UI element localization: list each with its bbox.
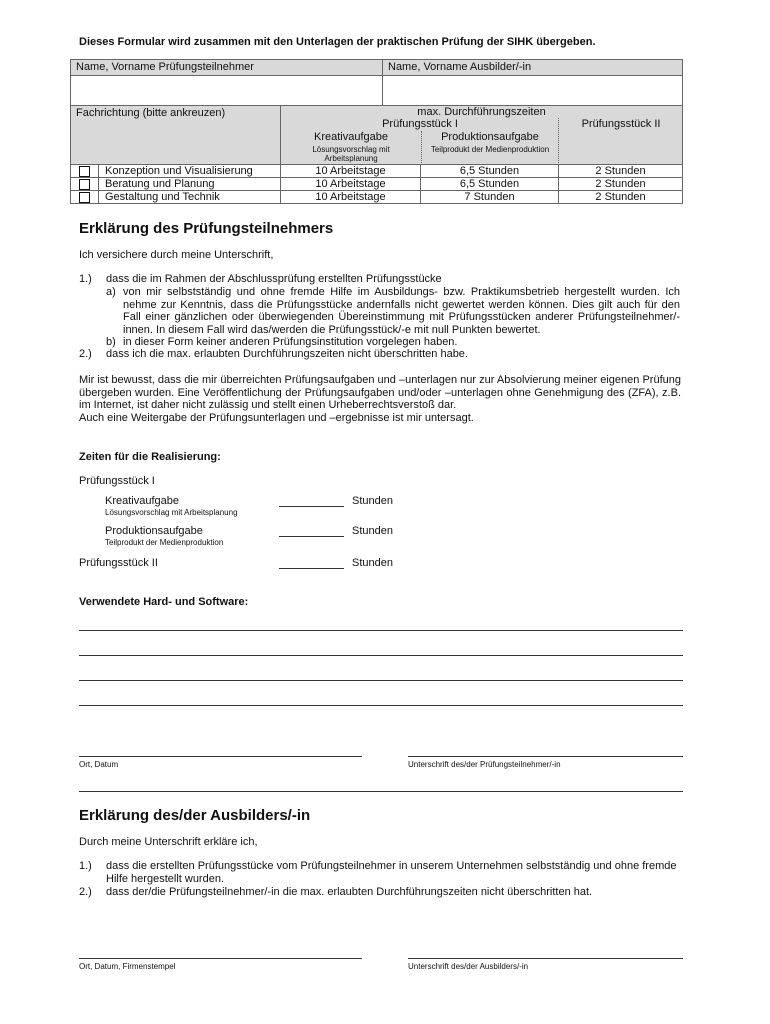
fachrichtung-label: Gestaltung und Technik [98, 190, 281, 204]
notice-text: Mir ist bewusst, dass die mir überreichten Prüfungsaufgaben und –unterlagen nur zur Absolvierung meiner eigenen Prüfung übergeben wurden. Eine Veröffentlichung der Prüfungsaufgaben und/oder –unterlagen ohne Genehmigung des (ZFA), z.B. im Internet, ist daher nicht zulässig und stellt einen Urheberrechtsverstoß dar. [79, 374, 681, 412]
kreativ-time: 10 Arbeitstage [280, 190, 421, 204]
trainer-intro: Durch meine Unterschrift erkläre ich, [79, 836, 258, 848]
name-participant-label: Name, Vorname Prüfungsteilnehmer [70, 59, 383, 76]
item-letter: b) [106, 336, 116, 348]
hw-line[interactable] [79, 630, 683, 631]
divider [79, 791, 683, 792]
fachrichtung-label: Konzeption und Visualisierung [98, 164, 281, 178]
produktion-time: 7 Stunden [420, 190, 559, 204]
produktion-sub: Teilprodukt der Medienproduktion [105, 538, 224, 547]
item-number: 2.) [79, 886, 92, 898]
place-date-label: Ort, Datum, Firmenstempel [79, 962, 176, 971]
kreativ-label: Kreativaufgabe [105, 495, 179, 507]
name-trainer-input[interactable] [382, 75, 683, 106]
produktion-label: Produktionsaufgabe [441, 131, 539, 143]
fachrichtung-checkbox[interactable] [79, 179, 90, 190]
hw-line[interactable] [79, 655, 683, 656]
ps1-label: Prüfungsstück I [79, 475, 155, 487]
participant-title: Erklärung des Prüfungsteilnehmers [79, 220, 334, 237]
name-trainer-label: Name, Vorname Ausbilder/-in [382, 59, 683, 76]
fachrichtung-label: Fachrichtung (bitte ankreuzen) [70, 105, 281, 165]
fachrichtung-checkbox[interactable] [79, 166, 90, 177]
notice-text: Auch eine Weitergabe der Prüfungsunterlagen und –ergebnisse ist mir untersagt. [79, 412, 474, 424]
form-header: Dieses Formular wird zusammen mit den Unterlagen der praktischen Prüfung der SIHK übergeben. [79, 36, 596, 48]
kreativ-sub1: Lösungsvorschlag mit [312, 145, 390, 154]
signature-label: Unterschrift des/der Ausbilders/-in [408, 962, 529, 971]
produktion-hours-input[interactable] [279, 536, 344, 537]
times-header [280, 105, 683, 165]
place-date-line[interactable] [79, 756, 362, 757]
produktion-time: 6,5 Stunden [420, 164, 559, 178]
ps2-time: 2 Stunden [558, 177, 683, 191]
place-date-label: Ort, Datum [79, 760, 119, 769]
max-times-label: max. Durchführungszeiten [417, 106, 546, 118]
fachrichtung-checkbox[interactable] [79, 192, 90, 203]
item-text: dass ich die max. erlaubten Durchführungszeiten nicht überschritten habe. [106, 348, 468, 360]
item-number: 1.) [79, 860, 92, 872]
ps2-time: 2 Stunden [558, 164, 683, 178]
item-number: 1.) [79, 273, 92, 285]
ps1-label: Prüfungsstück I [382, 118, 458, 130]
hw-line[interactable] [79, 680, 683, 681]
kreativ-sub: Lösungsvorschlag mit Arbeitsplanung [105, 508, 238, 517]
fachrichtung-label: Beratung und Planung [98, 177, 281, 191]
item-number: 2.) [79, 348, 92, 360]
signature-line[interactable] [408, 756, 683, 757]
hw-line[interactable] [79, 705, 683, 706]
unit-label: Stunden [352, 495, 393, 507]
kreativ-sub2: Arbeitsplanung [324, 154, 378, 163]
item-text: dass die im Rahmen der Abschlussprüfung erstellten Prüfungsstücke [106, 273, 442, 285]
item-letter: a) [106, 286, 116, 298]
kreativ-label: Kreativaufgabe [314, 131, 388, 143]
hw-title: Verwendete Hard- und Software: [79, 596, 249, 608]
participant-intro: Ich versichere durch meine Unterschrift, [79, 249, 274, 261]
ps2-time: 2 Stunden [558, 190, 683, 204]
item-text: dass die erstellten Prüfungsstücke vom Prüfungsteilnehmer in unserem Unternehmen selbstständig und ohne fremde Hilfe hergestellt wurden. [106, 860, 677, 885]
ps2-label: Prüfungsstück II [581, 118, 661, 130]
name-participant-input[interactable] [70, 75, 383, 106]
trainer-title: Erklärung des/der Ausbilders/-in [79, 807, 311, 824]
kreativ-time: 10 Arbeitstage [280, 164, 421, 178]
place-date-line[interactable] [79, 958, 362, 959]
produktion-time: 6,5 Stunden [420, 177, 559, 191]
ps2-label: Prüfungsstück II [79, 557, 158, 569]
kreativ-hours-input[interactable] [279, 506, 344, 507]
item-text: von mir selbstständig und ohne fremde Hilfe im Ausbildungs- bzw. Praktikumsbetrieb hergestellt wurden. Ich nehme zur Kenntnis, dass die Prüfungsstücke andernfalls nicht gewertet werden können. Dies gilt auch für den Fall einer gänzlichen oder überwiegenden Übereinstimmung mit Prüfungsstücken anderer Prüfungsteilnehmer/-innen. In diesem Fall wird das/werden die Prüfungsstück/-e mit null Punkten bewertet. [123, 286, 680, 336]
unit-label: Stunden [352, 557, 393, 569]
kreativ-time: 10 Arbeitstage [280, 177, 421, 191]
produktion-sub: Teilprodukt der Medienproduktion [430, 145, 550, 154]
produktion-label: Produktionsaufgabe [105, 525, 203, 537]
item-text: dass der/die Prüfungsteilnehmer/-in die max. erlaubten Durchführungszeiten nicht überschritten hat. [106, 886, 593, 898]
signature-line[interactable] [408, 958, 683, 959]
item-text: in dieser Form keiner anderen Prüfungsinstitution vorgelegen haben. [123, 336, 458, 348]
times-title: Zeiten für die Realisierung: [79, 451, 221, 463]
signature-label: Unterschrift des/der Prüfungsteilnehmer/-in [408, 760, 561, 769]
unit-label: Stunden [352, 525, 393, 537]
ps2-hours-input[interactable] [279, 568, 344, 569]
